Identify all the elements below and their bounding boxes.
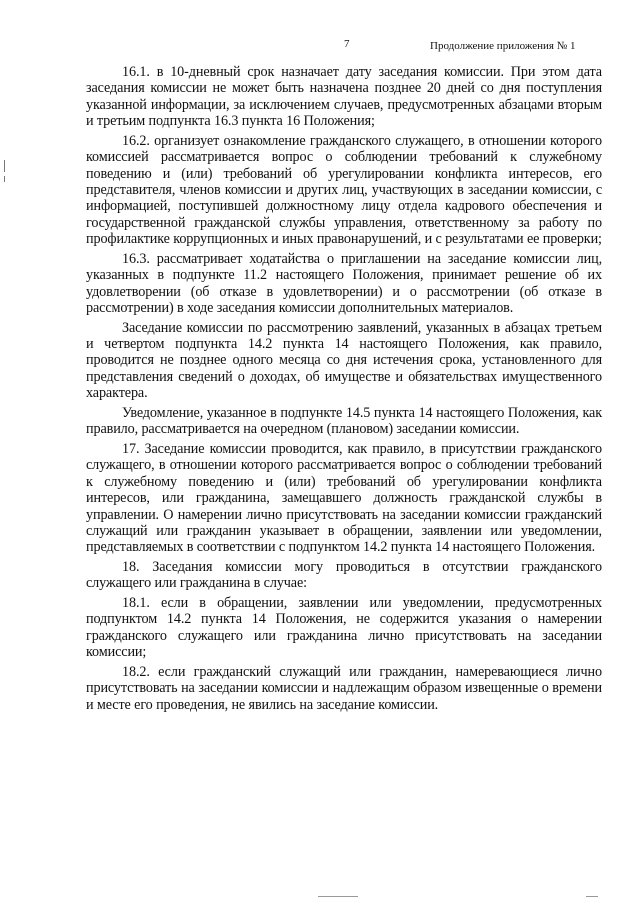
margin-scan-mark — [4, 176, 5, 182]
appendix-continuation-note: Продолжение приложения № 1 — [430, 40, 576, 52]
paragraph-18: 18. Заседания комиссии могу проводиться в отсутствии гражданского служащего или гражданина в случае: — [86, 558, 602, 592]
document-body — [86, 64, 602, 716]
paragraph-notice-review: Уведомление, указанное в подпункте 14.5 пункта 14 настоящего Положения, как правило, рассматривается на очередном (плановом) заседании комиссии. — [86, 404, 602, 438]
paragraph-16-1: 16.1. в 10-дневный срок назначает дату заседания комиссии. При этом дата заседания комиссии не может быть назначена позднее 20 дней со дня поступления указанной информации, за исключением случаев, предусмотренных абзацами вторым и третьим подпункта 16.3 пункта 16 Положения; — [86, 64, 602, 130]
bottom-scan-artifact — [586, 896, 598, 897]
paragraph-17: 17. Заседание комиссии проводится, как правило, в присутствии гражданского служащего, в отношении которого рассматривается вопрос о соблюдении требований к служебному поведению и (или) требований об урегулировании конфликта интересов, или гражданина, замещавшего должность гражданской службы в управлении. О намерении лично присутствовать на заседании комиссии гражданский служащий или гражданин указывает в обращении, заявлении или уведомлении, представляемых в соответствии с подпунктом 14.2 пункта 14 настоящего Положения. — [86, 440, 602, 556]
paragraph-18-1: 18.1. если в обращении, заявлении или уведомлении, предусмотренных подпунктом 14.2 пункта 14 Положения, не содержится указания о намерении гражданского служащего или гражданина лично присутствовать на заседании комиссии; — [86, 594, 602, 661]
bottom-scan-artifact — [318, 896, 358, 897]
page-number: 7 — [344, 38, 350, 50]
paragraph-meeting-deadline: Заседание комиссии по рассмотрению заявлений, указанных в абзацах третьем и четвертом подпункта 14.2 пункта 14 настоящего Положения, как правило, проводится не позднее одного месяца со дня истечения срока, установленного для представления сведений о доходах, об имуществе и обязательствах имущественного характера. — [86, 319, 602, 402]
paragraph-16-2: 16.2. организует ознакомление гражданского служащего, в отношении которого комиссией рассматривается вопрос о соблюдении требований к служебному поведению и (или) требований об урегулировании конфликта интересов, его представителя, членов комиссии и других лиц, участвующих в заседании комиссии, с информацией, поступившей должностному лицу отдела кадрового обеспечения и государственной гражданской службы управления, ответственному за работу по профилактике коррупционных и иных правонарушений, и с результатами ее проверки; — [86, 132, 602, 248]
margin-scan-mark — [4, 160, 5, 172]
paragraph-16-3: 16.3. рассматривает ходатайства о приглашении на заседание комиссии лиц, указанных в подпункте 11.2 настоящего Положения, принимает решение об их удовлетворении (об отказе в удовлетворении) и о рассмотрении (об отказе в рассмотрении) в ходе заседания комиссии дополнительных материалов. — [86, 250, 602, 317]
paragraph-18-2: 18.2. если гражданский служащий или гражданин, намеревающиеся лично присутствовать на заседании комиссии и надлежащим образом извещенные о времени и месте его проведения, не явились на заседание комиссии. — [86, 663, 602, 713]
